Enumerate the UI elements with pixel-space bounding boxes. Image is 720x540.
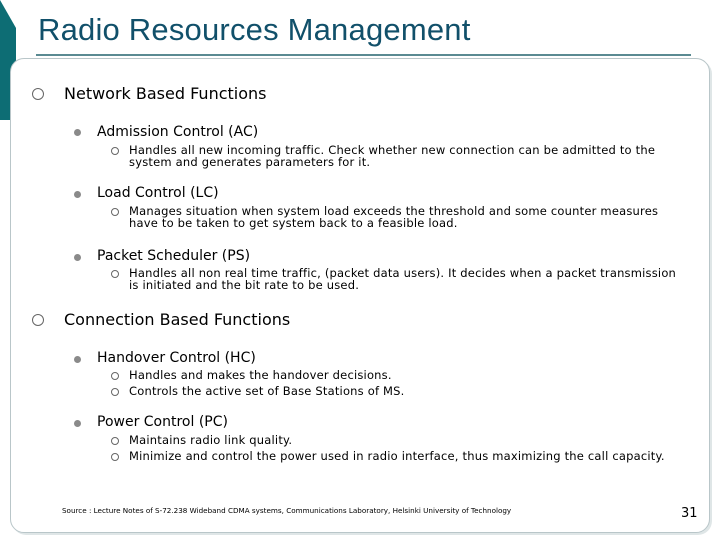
item-detail: Handles all new incoming traffic. Check whether new connection can be admitted to the system and generates parameters for it. bbox=[129, 143, 656, 169]
item-detail: Manages situation when system load exceeds the threshold and some counter measures have to be taken to get system back to a feasible load. bbox=[129, 204, 659, 230]
detail-bullet-icon bbox=[111, 453, 119, 461]
item-bullet-icon bbox=[74, 356, 81, 363]
item-bullet-icon bbox=[74, 191, 81, 198]
item-detail: Controls the active set of Base Stations of MS. bbox=[129, 384, 405, 398]
item-bullet-icon bbox=[74, 129, 81, 136]
item-label: Handover Control (HC) bbox=[97, 350, 256, 366]
detail-bullet-icon bbox=[111, 208, 119, 216]
item-detail: Handles and makes the handover decisions. bbox=[129, 368, 392, 382]
detail-bullet-icon bbox=[111, 372, 119, 380]
item-label: Admission Control (AC) bbox=[97, 124, 259, 140]
title-underline bbox=[36, 54, 691, 56]
item-label: Power Control (PC) bbox=[97, 414, 228, 430]
slide-title: Radio Resources Management bbox=[38, 12, 471, 47]
section-bullet-icon bbox=[32, 88, 44, 100]
detail-bullet-icon bbox=[111, 437, 119, 445]
item-detail: Minimize and control the power used in radio interface, thus maximizing the call capacity. bbox=[129, 449, 665, 463]
source-note: Source : Lecture Notes of S-72.238 Wideband CDMA systems, Communications Laboratory, Helsinki University of Technology bbox=[62, 506, 512, 515]
section-bullet-icon bbox=[32, 314, 44, 326]
detail-bullet-icon bbox=[111, 270, 119, 278]
item-bullet-icon bbox=[74, 254, 81, 261]
detail-bullet-icon bbox=[111, 388, 119, 396]
item-label: Load Control (LC) bbox=[97, 185, 219, 201]
item-detail: Maintains radio link quality. bbox=[129, 433, 293, 447]
section-heading: Network Based Functions bbox=[64, 84, 267, 103]
page-number: 31 bbox=[681, 506, 698, 521]
item-label: Packet Scheduler (PS) bbox=[97, 248, 251, 264]
detail-bullet-icon bbox=[111, 147, 119, 155]
item-detail: Handles all non real time traffic, (packet data users). It decides when a packet transmission is initiated and the bit rate to be used. bbox=[129, 266, 677, 292]
section-heading: Connection Based Functions bbox=[64, 310, 291, 329]
item-bullet-icon bbox=[74, 420, 81, 427]
right-edge bbox=[716, 0, 720, 540]
